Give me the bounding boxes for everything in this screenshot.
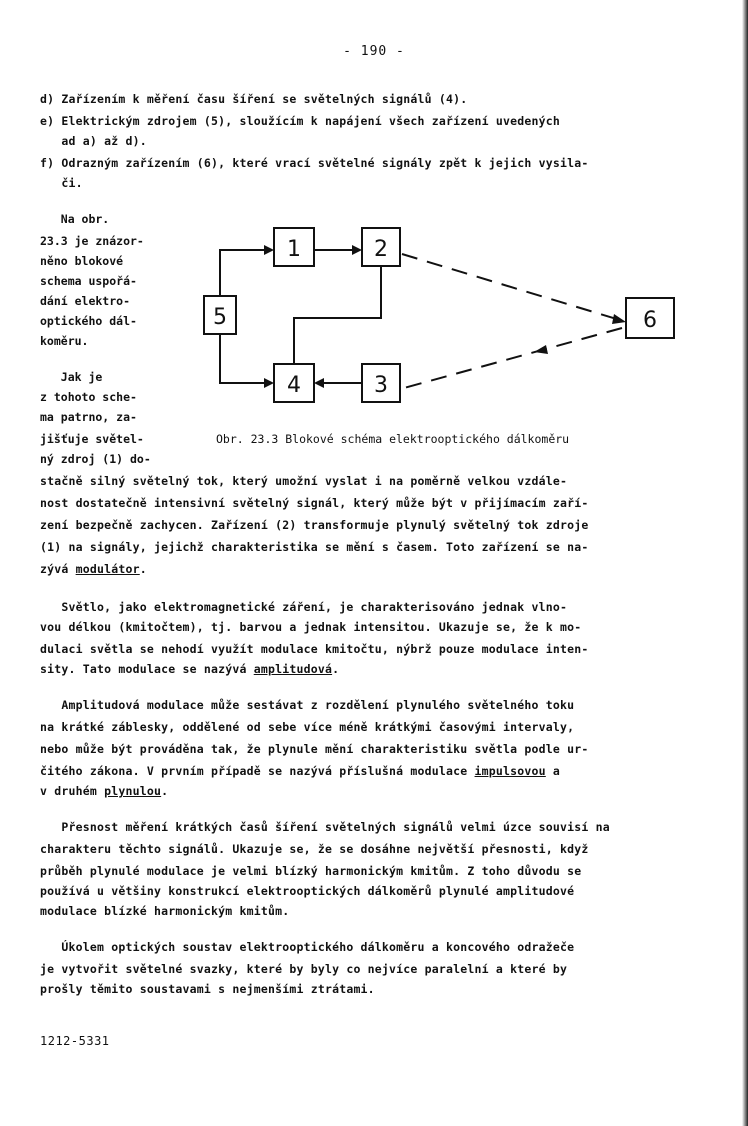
signal-out-line [402,254,620,320]
list-item-e: e) Elektrickým zdrojem (5), sloužícím k napájení všech zařízení uvedených [40,114,561,128]
side-text-line: dání elektro- [40,294,131,308]
scan-edge-shadow [742,0,748,1126]
side-text-line: z tohoto sche- [40,390,137,404]
side-text-line: jišťuje světel- [40,432,144,446]
side-text-line: ma patrno, za- [40,410,137,424]
side-text-line: ný zdroj (1) do- [40,452,151,466]
paragraph-line [40,662,339,676]
paragraph-line: modulace blízké harmonickým kmitům. [40,904,290,918]
text-span: a [545,764,561,778]
side-text-line: Jak je [40,370,103,384]
paragraph-line [40,562,147,576]
block-5-label: 5 [213,305,227,330]
side-text-line: koměru. [40,334,89,348]
paragraph-line: na krátké záblesky, oddělené od sebe více méně krátkými časovými intervaly, [40,720,575,734]
text-span: . [139,562,147,576]
text-span: v druhém [40,784,105,798]
list-item-f-cont: či. [40,176,83,190]
paragraph-line [40,784,168,798]
paragraph-line: dulaci světla se nehodí využít modulace kmitočtu, nýbrž pouze modulace inten- [40,642,589,656]
text-span: čitého zákona. V prvním případě se nazývá příslušná modulace [40,764,475,778]
text-span: . [332,662,340,676]
side-text-line: schema uspořá- [40,274,137,288]
side-text-line: optického dál- [40,314,137,328]
paragraph-line: Amplitudová modulace může sestávat z rozdělení plynulého světelného toku [40,698,575,712]
term-modulator: modulátor [75,562,140,576]
arrow-head [314,378,324,388]
paragraph-line: charakteru těchto signálů. Ukazuje se, že se dosáhne největší přesnosti, když [40,842,589,856]
paragraph-line: prošly těmito soustavami s nejmenšími ztrátami. [40,982,375,996]
paragraph-line: průběh plynulé modulace je velmi blízký harmonickým kmitům. Z toho důvodu se [40,864,582,878]
page-number: - 190 - [343,44,405,59]
paragraph-line: používá u většiny konstrukcí elektrooptických dálkoměrů plynulé amplitudové [40,884,575,898]
block-6-label: 6 [643,308,657,333]
block-4-label: 4 [287,373,301,398]
paragraph-line: vou délkou (kmitočtem), tj. barvou a jednak intensitou. Ukazuje se, že k mo- [40,620,582,634]
paragraph-line: Přesnost měření krátkých časů šíření světelných signálů velmi úzce souvisí na [40,820,610,834]
arrow-head [264,245,274,255]
text-span: sity. Tato modulace se nazývá [40,662,254,676]
side-text-line: něno blokové [40,254,124,268]
paragraph-line: je vytvořit světelné svazky, které by byly co nejvíce paralelní a které by [40,962,568,976]
paragraph-line: nost dostatečně intensivní světelný signál, který může být v přijímacím zaří- [40,496,589,510]
block-1-label: 1 [287,237,301,262]
term-impulse: impulsovou [474,764,546,778]
figure-caption: Obr. 23.3 Blokové schéma elektrooptického dálkoměru [216,432,570,446]
connector-2-4 [294,266,381,364]
list-item-d: d) Zařízením k měření času šíření se světelných signálů (4). [40,92,468,106]
paragraph-line: Světlo, jako elektromagnetické záření, je charakterisováno jednak vlno- [40,600,568,614]
term-amplitude: amplitudová [253,662,333,676]
text-span: . [161,784,169,798]
paragraph-line: zení bezpečně zachycen. Zařízení (2) transformuje plynulý světelný tok zdroje [40,518,589,532]
list-item-f: f) Odrazným zařízením (6), které vrací světelné signály zpět k jejich vysila- [40,156,589,170]
connector-5-1 [220,250,266,296]
block-3-label: 3 [374,373,388,398]
block-diagram [190,220,690,420]
signal-return-line [404,328,622,388]
paragraph-line: Úkolem optických soustav elektrooptického dálkoměru a koncového odražeče [40,940,575,954]
text-span: zývá [40,562,76,576]
term-continuous: plynulou [104,784,162,798]
connector-5-4 [220,334,266,383]
document-code: 1212-5331 [40,1034,110,1048]
paragraph-line: (1) na signály, jejichž charakteristika se mění s časem. Toto zařízení se na- [40,540,589,554]
block-2-label: 2 [374,237,388,262]
side-text-line: Na obr. [40,212,110,226]
paragraph-line: nebo může být prováděna tak, že plynule mění charakteristiku světla podle ur- [40,742,589,756]
arrow-head [612,314,626,324]
paragraph-line [40,764,560,778]
paragraph-line: stačně silný světelný tok, který umožní vyslat i na poměrně velkou vzdále- [40,474,568,488]
list-item-e-cont: ad a) až d). [40,134,147,148]
arrow-head [264,378,274,388]
side-text-line: 23.3 je znázor- [40,234,144,248]
arrow-head [352,245,362,255]
